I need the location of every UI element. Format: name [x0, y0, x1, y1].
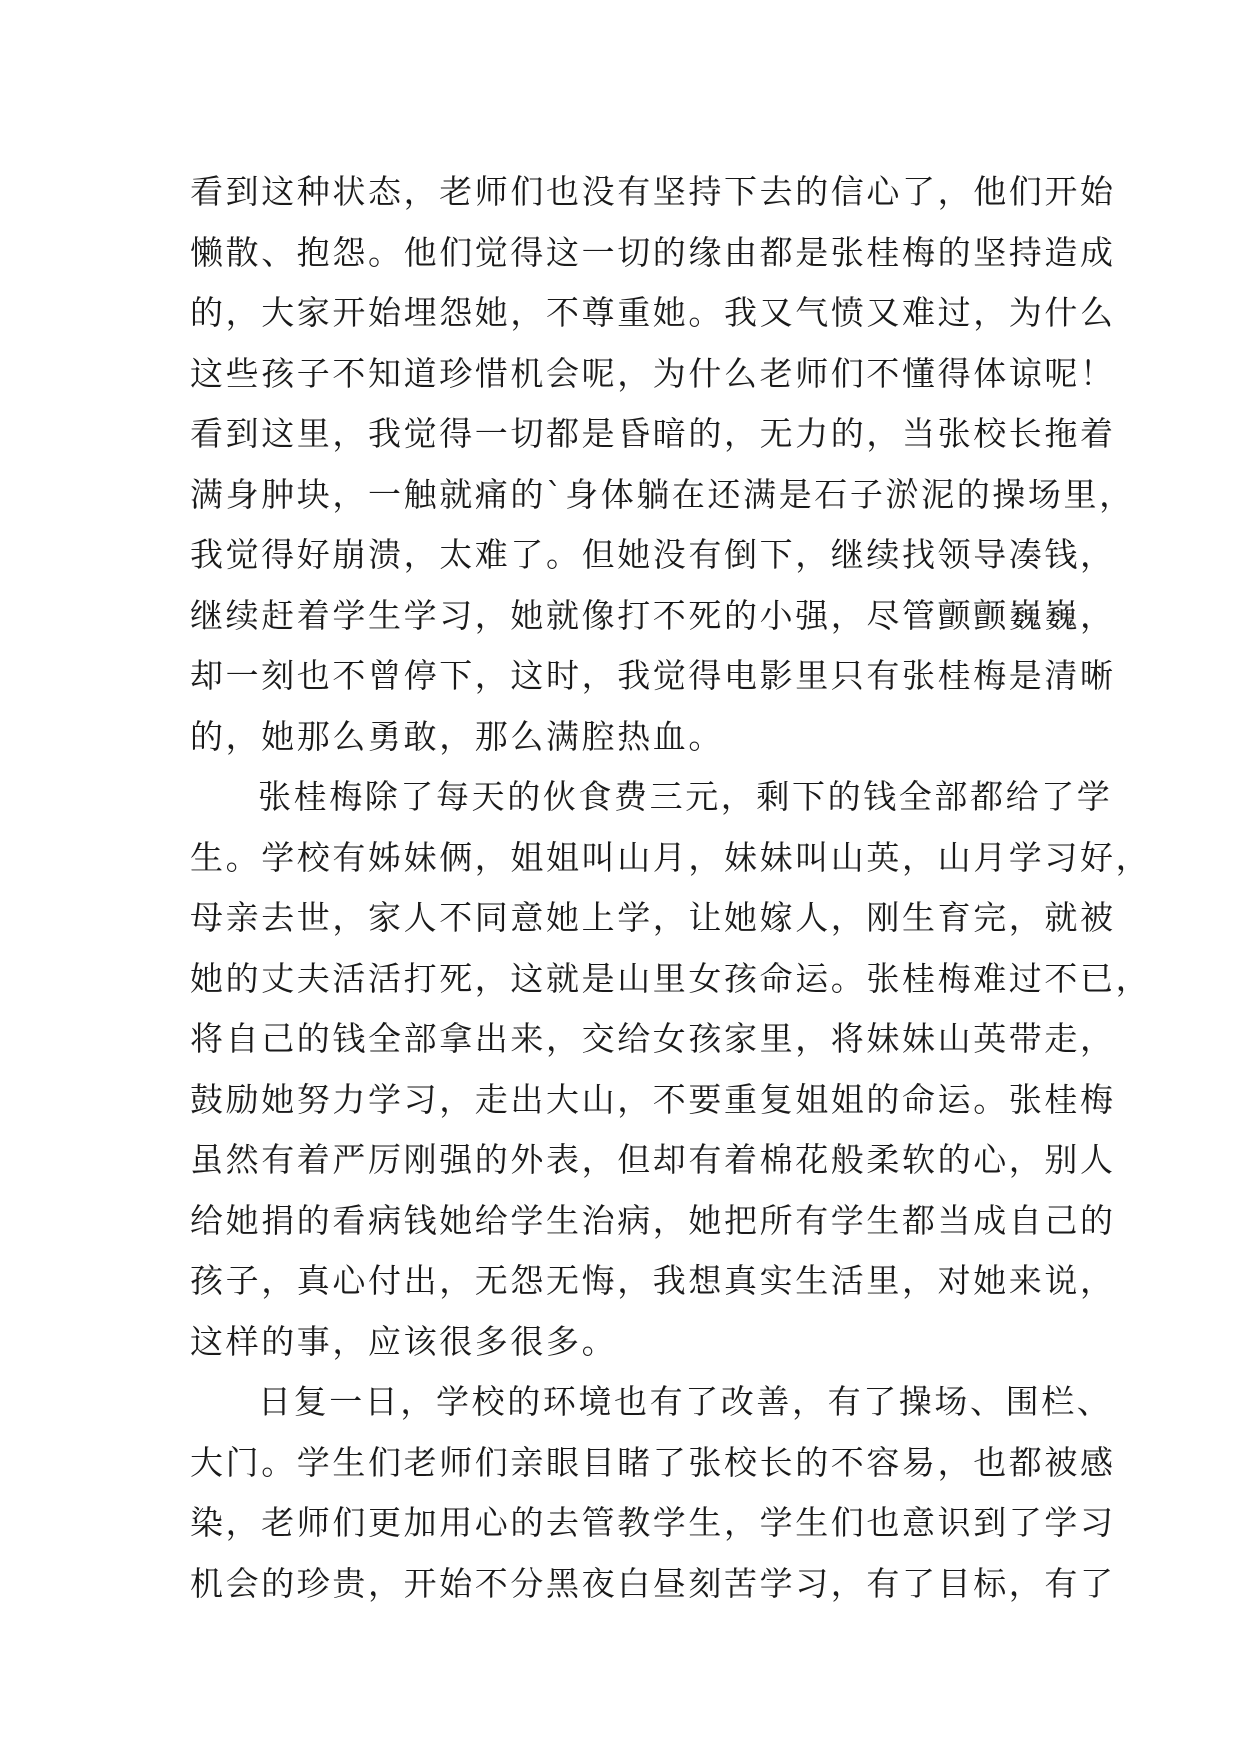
text-line: 母亲去世，家人不同意她上学，让她嫁人，刚生育完，就被: [190, 898, 1116, 937]
text-line: 大门。学生们老师们亲眼目睹了张校长的不容易，也都被感: [190, 1442, 1116, 1482]
text-line: 这样的事，应该很多很多。: [190, 1321, 618, 1361]
text-line: 将自己的钱全部拿出来，交给女孩家里，将妹妹山英带走，: [190, 1019, 1116, 1058]
text-line: 给她捐的看病钱她给学生治病，她把所有学生都当成自己的: [190, 1200, 1116, 1240]
text-line: 她的丈夫活活打死，这就是山里女孩命运。张桂梅难过不已，: [190, 958, 1152, 998]
paragraph-first-line: 张桂梅除了每天的伙食费三元，剩下的钱全部都给了学: [258, 777, 1113, 816]
text-line: 生。学校有姊妹俩，姐姐叫山月，妹妹叫山英，山月学习好，: [190, 837, 1152, 877]
paragraph-first-line: 日复一日，学校的环境也有了改善，有了操场、围栏、: [258, 1382, 1113, 1421]
text-line: 机会的珍贵，开始不分黑夜白昼刻苦学习，有了目标，有了: [190, 1563, 1116, 1603]
text-line: 染，老师们更加用心的去管教学生，学生们也意识到了学习: [190, 1503, 1116, 1542]
text-line: 这些孩子不知道珍惜机会呢，为什么老师们不懂得体谅呢！: [190, 353, 1116, 393]
text-line: 继续赶着学生学习，她就像打不死的小强，尽管颤颤巍巍，: [190, 595, 1116, 635]
text-line: 满身肿块，一触就痛的`身体躺在还满是石子淤泥的操场里，: [190, 474, 1135, 514]
text-line: 的，她那么勇敢，那么满腔热血。: [190, 716, 724, 756]
text-line: 的，大家开始埋怨她，不尊重她。我又气愤又难过，为什么: [190, 293, 1116, 332]
document-body: [190, 162, 1152, 1614]
text-line: 虽然有着严厉刚强的外表，但却有着棉花般柔软的心，别人: [190, 1140, 1116, 1179]
text-line: 懒散、抱怨。他们觉得这一切的缘由都是张桂梅的坚持造成: [190, 232, 1116, 272]
text-line: 看到这里，我觉得一切都是昏暗的，无力的，当张校长拖着: [190, 414, 1116, 453]
text-line: 孩子，真心付出，无怨无悔，我想真实生活里，对她来说，: [190, 1261, 1116, 1300]
text-line: 我觉得好崩溃，太难了。但她没有倒下，继续找领导凑钱，: [190, 535, 1116, 574]
text-line: 却一刻也不曾停下，这时，我觉得电影里只有张桂梅是清晰: [190, 656, 1116, 695]
text-line: 看到这种状态，老师们也没有坚持下去的信心了，他们开始: [190, 172, 1116, 211]
text-line: 鼓励她努力学习，走出大山，不要重复姐姐的命运。张桂梅: [190, 1079, 1116, 1119]
